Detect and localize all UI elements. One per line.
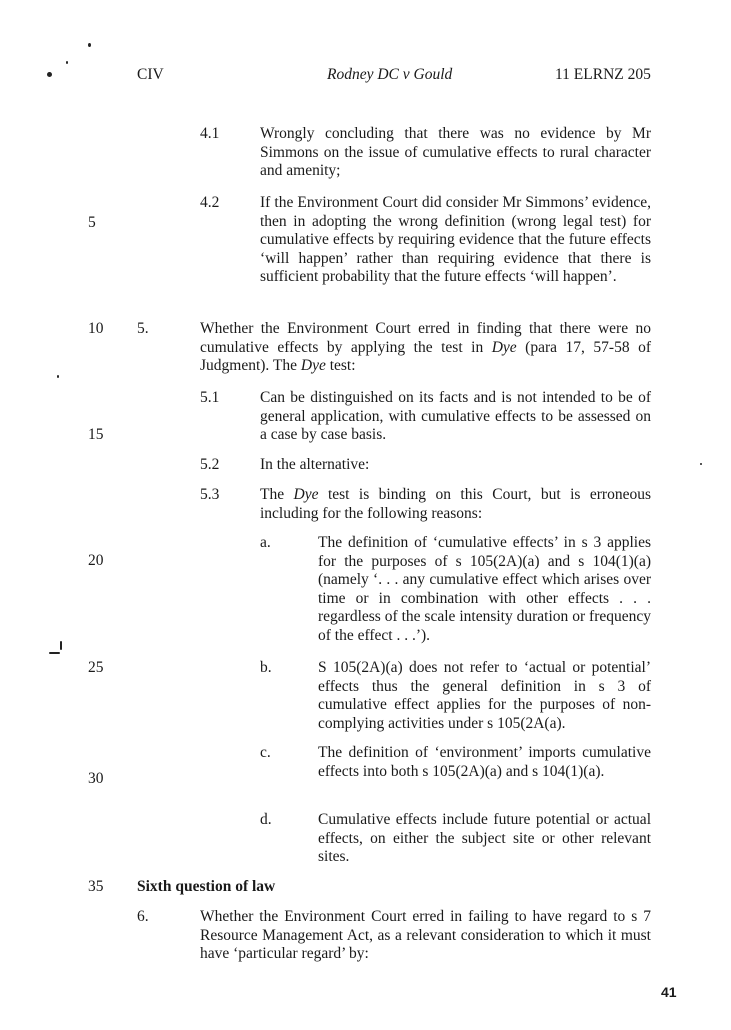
item-text: S 105(2A)(a) does not refer to ‘actual or potential’ effects thus the general definition in s 3 of cumulative effect applies for the purposes of non-complying activities under s 105(2A(a). [318,659,651,732]
header-right: 11 ELRNZ 205 [555,66,651,83]
scan-speck [88,43,91,47]
scan-speck [57,375,59,378]
header-left: CIV [137,66,164,83]
item-number: 5.3 [200,486,220,503]
item-number: 5.2 [200,456,220,473]
item-text: If the Environment Court did consider Mr Simmons’ evidence, then in adopting the wrong definition (wrong legal test) for cumulative effects by requiring evidence that the future effects ‘will happen’ rather than requiring evidence that there is sufficient probability that the future effects ‘will happen’. [260,194,651,286]
scan-speck [700,463,702,465]
scan-speck [66,61,68,64]
item-text: Cumulative effects include future potential or actual effects, on either the subject site or other relevant sites. [318,811,651,866]
item-number: 4.2 [200,194,220,211]
line-number: 5 [88,214,96,231]
line-number: 10 [88,320,104,337]
page-number: 41 [661,984,677,1000]
scan-speck [60,641,62,650]
item-number: 5. [137,320,149,337]
line-number: 20 [88,552,104,569]
section-heading: Sixth question of law [137,878,276,895]
item-text: The Dye test is binding on this Court, but is erroneous including for the following reasons: [260,486,651,522]
item-number: b. [260,659,272,676]
line-number: 35 [88,878,104,895]
line-number: 30 [88,770,104,787]
item-text: The definition of ‘environment’ imports cumulative effects into both s 105(2A)(a) and s 104(1)(a). [318,744,651,780]
item-text: The definition of ‘cumulative effects’ in s 3 applies for the purposes of s 105(2A)(a) and s 104(1)(a) (namely ‘. . . any cumulative effect which arises over time or in combination with other effects . . . regardless of the scale intensity duration or frequency of the effect . . .’). [318,534,651,644]
line-number: 25 [88,659,104,676]
item-text: Whether the Environment Court erred in finding that there were no cumulative effects by applying the test in Dye (para 17, 57-58 of Judgment). The Dye test: [200,320,651,375]
item-text: Wrongly concluding that there was no evidence by Mr Simmons on the issue of cumulative effects to rural character and amenity; [260,125,651,180]
item-text: Can be distinguished on its facts and is not intended to be of general application, with cumulative effects to be assessed on a case by case basis. [260,389,651,444]
item-number: c. [260,744,271,761]
item-text: In the alternative: [260,456,370,473]
header-center: Rodney DC v Gould [327,66,453,83]
item-number: d. [260,811,272,828]
item-text: Whether the Environment Court erred in failing to have regard to s 7 Resource Management Act, as a relevant consideration to which it must have ‘particular regard’ by: [200,908,651,963]
scan-speck [47,72,52,77]
item-number: 6. [137,908,149,925]
scan-speck [49,652,60,654]
line-number: 15 [88,426,104,443]
item-number: 5.1 [200,389,220,406]
item-number: a. [260,534,271,551]
item-number: 4.1 [200,125,220,142]
